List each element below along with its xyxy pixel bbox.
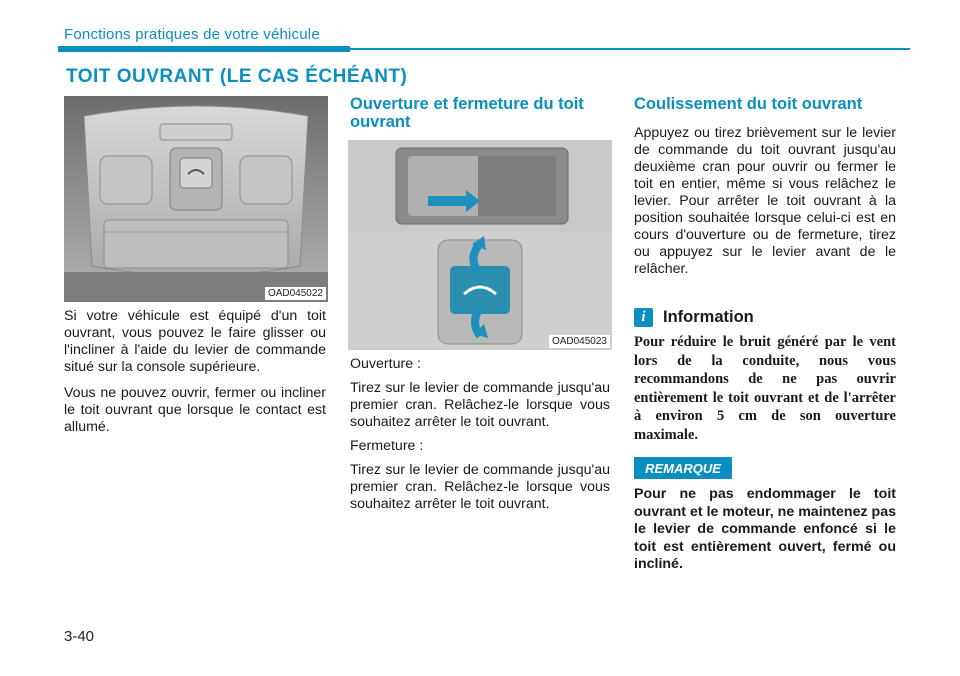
closing-instruction: Tirez sur le levier de commande jusqu'au premier cran. Relâchez-le lorsque vous souhaitez arrêter le toit ouvrant.: [350, 462, 610, 512]
section-label: Fonctions pratiques de votre véhicule: [64, 26, 320, 43]
sunroof-lever-image: [348, 140, 612, 350]
overhead-console-illustration: [64, 96, 328, 302]
header-divider-thick: [58, 46, 350, 52]
remarque-badge: REMARQUE: [634, 457, 732, 479]
overhead-console-image: [64, 96, 328, 302]
intro-paragraph: Si votre véhicule est équipé d'un toit ouvrant, vous pouvez le faire glisser ou l'incliner à l'aide du levier de commande situé sur la console supérieure.: [64, 308, 326, 375]
information-heading: [634, 308, 754, 327]
page-title: TOIT OUVRANT (LE CAS ÉCHÉANT): [66, 66, 408, 87]
opening-closing-text: [350, 356, 610, 520]
opening-closing-title: Ouverture et fermeture du toit ouvrant: [350, 95, 584, 131]
information-text: Pour réduire le bruit généré par le vent lors de la conduite, nous vous recommandons de ne pas ouvrir entièrement le toit ouvrant et de l'arrêter à environ 5 cm de son ouverture maximale.: [634, 334, 896, 443]
opening-instruction: Tirez sur le levier de commande jusqu'au premier cran. Relâchez-le lorsque vous souhaitez arrêter le toit ouvrant.: [350, 380, 610, 430]
intro-text: [64, 308, 326, 445]
page-number: 3-40: [64, 628, 95, 645]
sliding-section: [634, 95, 896, 278]
info-icon: i: [634, 308, 653, 327]
sliding-paragraph: Appuyez ou tirez brièvement sur le levier de commande du toit ouvrant jusqu'au deuxième cran pour ouvrir ou fermer le toit en entier, même si vous relâchez le levier. Pour arrêter le toit ouvrant à la position souhaitée lorsque celui-ci est en cours d'ouverture ou de fermeture, tirez ou appuyez sur le levier avant de le relâcher.: [634, 125, 896, 277]
sunroof-lever-illustration: [348, 140, 612, 350]
remarque-text: Pour ne pas endommager le toit ouvrant et le moteur, ne maintenez pas le levier de commande enfoncé si le toit est entièrement ouvert, fermé ou incliné.: [634, 486, 896, 572]
header-divider-thin: [350, 48, 910, 50]
information-label: Information: [663, 308, 754, 326]
image-code: OAD045022: [265, 287, 326, 300]
closing-label: Fermeture :: [350, 438, 424, 454]
ignition-paragraph: Vous ne pouvez ouvrir, fermer ou incliner le toit ouvrant que lorsque le contact est allumé.: [64, 385, 326, 435]
sliding-title: Coulissement du toit ouvrant: [634, 95, 863, 113]
opening-label: Ouverture :: [350, 356, 421, 372]
image-code: OAD045023: [549, 335, 610, 348]
